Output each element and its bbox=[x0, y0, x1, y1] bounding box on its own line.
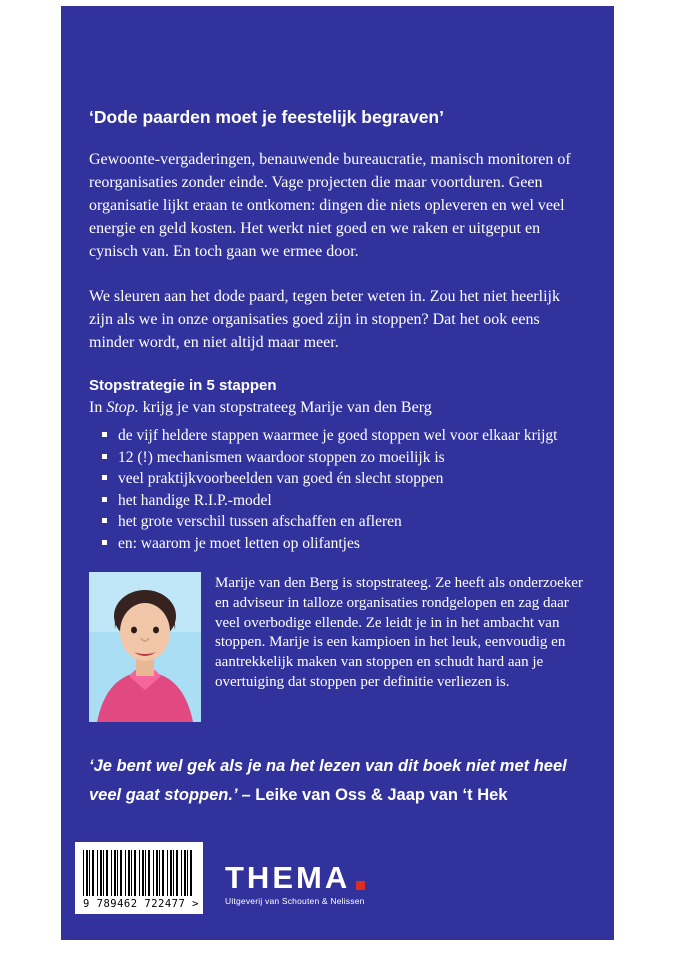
intro-paragraph-1: Gewoonte-vergaderingen, benauwende bureaucratie, manisch monitoren of reorganisaties zonder einde. Vage projecten die maar voortduren. Geen organisatie lijkt eraan te ontkomen: dingen die niets opleveren en wel veel energie en geld kosten. Het werkt niet goed en we raken er uitgeput en cynisch van. En toch gaan we ermee door. bbox=[89, 151, 571, 260]
author-bio: Marije van den Berg is stopstrateeg. Ze heeft als onderzoeker en adviseur in talloze organisaties rondgelopen en zag daar veel overbodige ellende. Ze leidt je in in het ambacht van stoppen. Marije is een kampioen in het leuk, eenvoudig en aantrekkelijk maken van stoppen en schudt hard aan je overtuiging dat stoppen per definitie verliezen is. bbox=[215, 575, 583, 690]
intro-paragraph-2: We sleuren aan het dode paard, tegen beter weten in. Zou het niet heerlijk zijn als we in onze organisaties goed zijn in stoppen? Dat het ook eens minder wordt, en niet altijd maar meer. bbox=[89, 288, 560, 351]
section-heading: Stopstrategie in 5 stappen bbox=[89, 377, 277, 394]
intro-suffix: krijg je van stopstrateeg Marije van den Berg bbox=[138, 399, 432, 416]
author-section bbox=[89, 572, 584, 722]
bullet-text: veel praktijkvoorbeelden van goed én slecht stoppen bbox=[118, 470, 444, 487]
bullet-square-icon bbox=[102, 475, 107, 480]
bullet-item bbox=[89, 425, 584, 447]
intro-line bbox=[89, 397, 584, 419]
publisher-tagline: Uitgeverij van Schouten & Nelissen bbox=[225, 896, 365, 906]
bullet-item bbox=[89, 447, 584, 469]
barcode bbox=[75, 842, 203, 914]
bullet-item bbox=[89, 533, 584, 555]
endorsement-authors: Leike van Oss & Jaap van ‘t Hek bbox=[255, 786, 508, 804]
bullet-list bbox=[89, 425, 584, 554]
bullet-item bbox=[89, 468, 584, 490]
page-background bbox=[0, 6, 675, 940]
bullet-square-icon bbox=[102, 497, 107, 502]
footer bbox=[75, 842, 586, 914]
bullet-square-icon bbox=[102, 454, 107, 459]
bullet-text: het handige R.I.P.-model bbox=[118, 491, 272, 509]
publisher-name bbox=[225, 862, 365, 893]
bullet-text: het grote verschil tussen afschaffen en afleren bbox=[118, 513, 402, 530]
bullet-item bbox=[89, 511, 584, 533]
barcode-bars-icon bbox=[83, 850, 195, 896]
bullet-text: en: waarom je moet letten op olifantjes bbox=[118, 534, 360, 552]
publisher-logo bbox=[225, 862, 365, 906]
bullet-item bbox=[89, 490, 584, 512]
author-photo-illustration bbox=[89, 572, 201, 722]
headline-quote: ‘Dode paarden moet je feestelijk begraven’ bbox=[89, 107, 444, 127]
publisher-name-text: THEMA bbox=[225, 860, 351, 895]
bullet-text: 12 (!) mechanismen waardoor stoppen zo moeilijk is bbox=[118, 448, 445, 466]
bullet-square-icon bbox=[102, 432, 107, 437]
bullet-square-icon bbox=[102, 540, 107, 545]
endorsement-text: ‘Je bent wel gek als je na het lezen van dit boek niet met heel veel gaat stoppen.’ – bbox=[89, 757, 567, 804]
red-square-icon bbox=[356, 881, 365, 890]
endorsement-quote bbox=[89, 752, 584, 810]
book-title-italic: Stop. bbox=[106, 399, 139, 416]
author-photo bbox=[89, 572, 201, 722]
isbn-number: 9 789462 722477 > bbox=[83, 898, 199, 910]
bullet-text: de vijf heldere stappen waarmee je goed stoppen wel voor elkaar krijgt bbox=[118, 427, 558, 444]
bullet-square-icon bbox=[102, 518, 107, 523]
book-back-cover bbox=[61, 6, 614, 940]
intro-prefix: In bbox=[89, 399, 107, 416]
